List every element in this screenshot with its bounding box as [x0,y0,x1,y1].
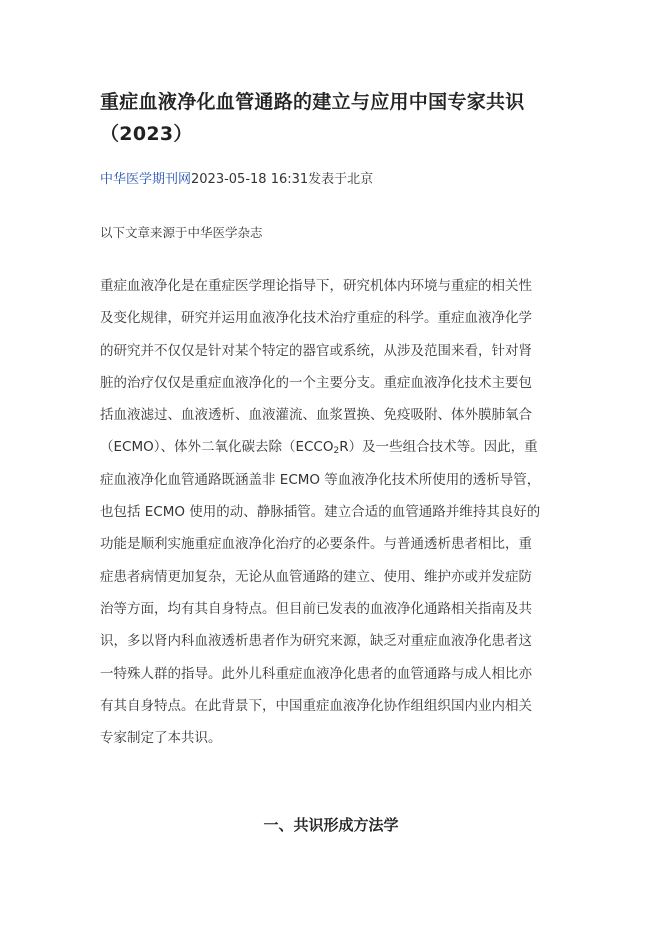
body-line: 重症血液净化是在重症医学理论指导下，研究机体内环境与重症的相关性 [100,278,532,294]
body-line: 专家制定了本共识。 [100,730,222,747]
body-line: 的研究并不仅仅是针对某个特定的器官或系统，从涉及范围来看，针对肾 [100,342,532,359]
origin-note: 以下文章来源于中华医学杂志 [100,225,263,240]
publish-datetime: 2023-05-18 16:31 [191,172,309,187]
article-title: 重症血液净化血管通路的建立与应用中国专家共识（2023） [100,91,525,145]
article-body [100,270,562,754]
source-link[interactable]: 中华医学期刊网 [100,172,192,187]
article-meta [100,170,373,190]
body-line: 功能是顺利实施重症血液净化治疗的必要条件。与普通透析患者相比，重 [100,536,532,553]
body-line: 也包括 ECMO 使用的动、静脉插管。建立合适的血管通路并维持其良好的 [100,504,541,521]
body-line: 一特殊人群的指导。此外儿科重症血液净化患者的血管通路与成人相比亦 [100,665,532,682]
body-text-segment: （ECMO）、体外二氧化碳去除（ECCO [100,439,334,456]
body-line: 识，多以肾内科血液透析患者作为研究来源，缺乏对重症血液净化患者这 [100,633,532,650]
body-line [100,431,562,463]
body-line: 括血液滤过、血液透析、血液灌流、血浆置换、免疫吸附、体外膜肺氧合 [100,407,532,424]
subscript-text: 2 [333,446,340,457]
body-line: 脏的治疗仅仅是重症血液净化的一个主要分支。重症血液净化技术主要包 [100,374,532,391]
body-line: 治等方面，均有其自身特点。但目前已发表的血液净化通路相关指南及共 [100,600,532,617]
body-text-segment: R）及一些组合技术等。因此，重 [339,439,538,456]
publish-location: 发表于北京 [308,172,374,187]
body-line: 症血液净化血管通路既涵盖非 ECMO 等血液净化技术所使用的透析导管， [100,471,541,488]
body-line: 及变化规律，研究并运用血液净化技术治疗重症的科学。重症血液净化学 [100,310,532,327]
body-line: 有其自身特点。在此背景下，中国重症血液净化协作组组织国内业内相关 [100,697,532,714]
section-heading: 一、共识形成方法学 [263,816,399,834]
body-line: 症患者病情更加复杂，无论从血管通路的建立、使用、维护亦或并发症防 [100,568,532,585]
